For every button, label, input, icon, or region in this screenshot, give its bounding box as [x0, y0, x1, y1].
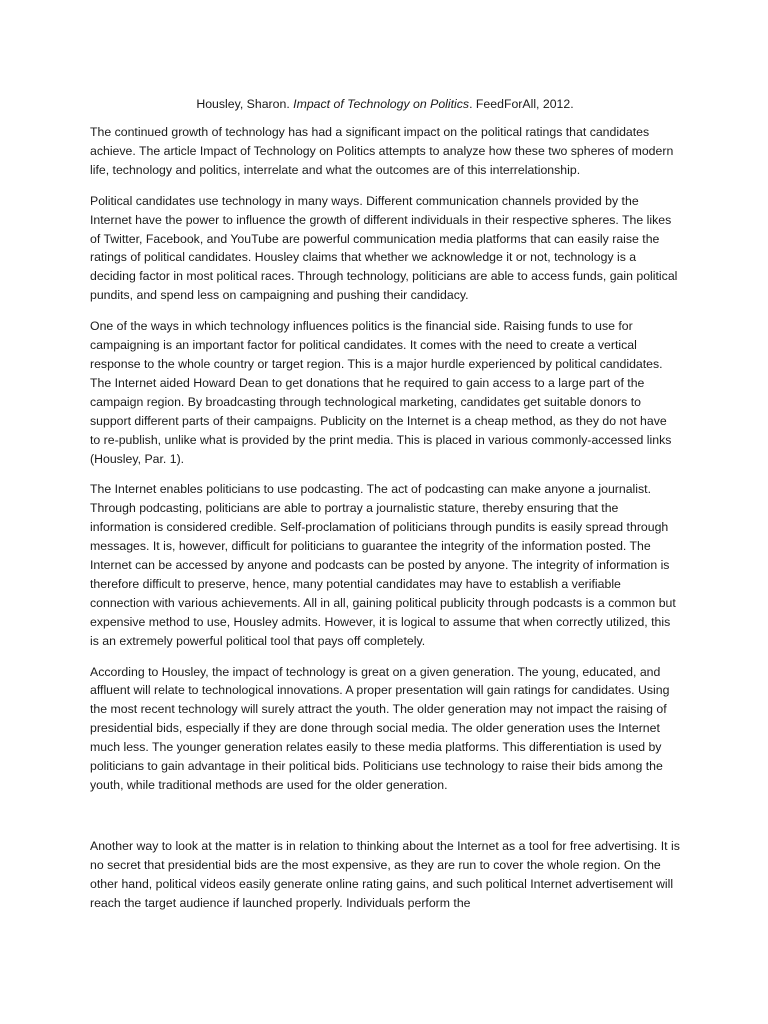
citation-source: . FeedForAll, 2012. [469, 97, 574, 111]
paragraph-technology-use: Political candidates use technology in many ways. Different communication channels provided by the Internet have the power to influence the growth of different individuals in their respective spheres. The likes of Twitter, Facebook, and YouTube are powerful communication media platforms that can easily raise the ratings of political candidates. Housley claims that whether we acknowledge it or not, technology is a deciding factor in most political races. Through technology, politicians are able to access funds, gain political pundits, and spend less on campaigning and pushing their candidacy. [90, 193, 678, 303]
paragraph-gap [90, 807, 680, 837]
paragraph-intro: The continued growth of technology has had a significant impact on the political ratings that candidates achieve. The article Impact of Technology on Politics attempts to analyze how these two spheres of modern life, technology and politics, interrelate and what the outcomes are of this interrelationship. [90, 125, 674, 177]
document-body [90, 95, 680, 925]
citation-title: Impact of Technology on Politics [293, 97, 470, 111]
citation-author: Housley, Sharon. [196, 97, 294, 111]
paragraph-generation: According to Housley, the impact of technology is great on a given generation. The young, educated, and affluent will relate to technological innovations. A proper presentation will gain ratings for candidates. Using the most recent technology will surely attract the youth. The older generation may not impact the raising of presidential bids, especially if they are done through social media. The older generation uses the Internet much less. The younger generation relates easily to these media platforms. This differentiation is used by politicians to gain advantage in their political bids. Politicians use technology to raise their bids among the youth, while traditional methods are used for the older generation. [90, 664, 670, 792]
paragraph-financial: One of the ways in which technology influences politics is the financial side. Raising funds to use for campaigning is an important factor for political candidates. It comes with the need to create a vertical response to the whole country or target region. This is a major hurdle experienced by political candidates. The Internet aided Howard Dean to get donations that he required to gain access to a large part of the campaign region. By broadcasting through technological marketing, candidates get suitable donors to support different parts of their campaigns. Publicity on the Internet is a cheap method, as they do not have to re-publish, unlike what is provided by the print media. This is placed in various commonly-accessed links (Housley, Par. 1). [90, 319, 672, 466]
citation-heading [90, 95, 680, 114]
paragraph-podcasting: The Internet enables politicians to use podcasting. The act of podcasting can make anyone a journalist. Through podcasting, politicians are able to portray a journalistic stature, thereby ensuring that the information is considered credible. Self-proclamation of politicians through pundits is easily spread through messages. It is, however, difficult for politicians to guarantee the integrity of the information posted. The Internet can be accessed by anyone and podcasts can be posted by anyone. The integrity of information is therefore difficult to preserve, hence, many potential candidates may have to establish a verifiable connection with various achievements. All in all, gaining political publicity through podcasts is a common but expensive method to use, Housley admits. However, it is logical to assume that when correctly utilized, this is an extremely powerful political tool that pays off completely. [90, 482, 676, 648]
paragraph-advertising: Another way to look at the matter is in relation to thinking about the Internet as a tool for free advertising. It is no secret that presidential bids are the most expensive, as they are run to cover the whole region. On the other hand, political videos easily generate online rating gains, and such political Internet advertisement will reach the target audience if launched properly. Individuals perform the [90, 838, 680, 910]
